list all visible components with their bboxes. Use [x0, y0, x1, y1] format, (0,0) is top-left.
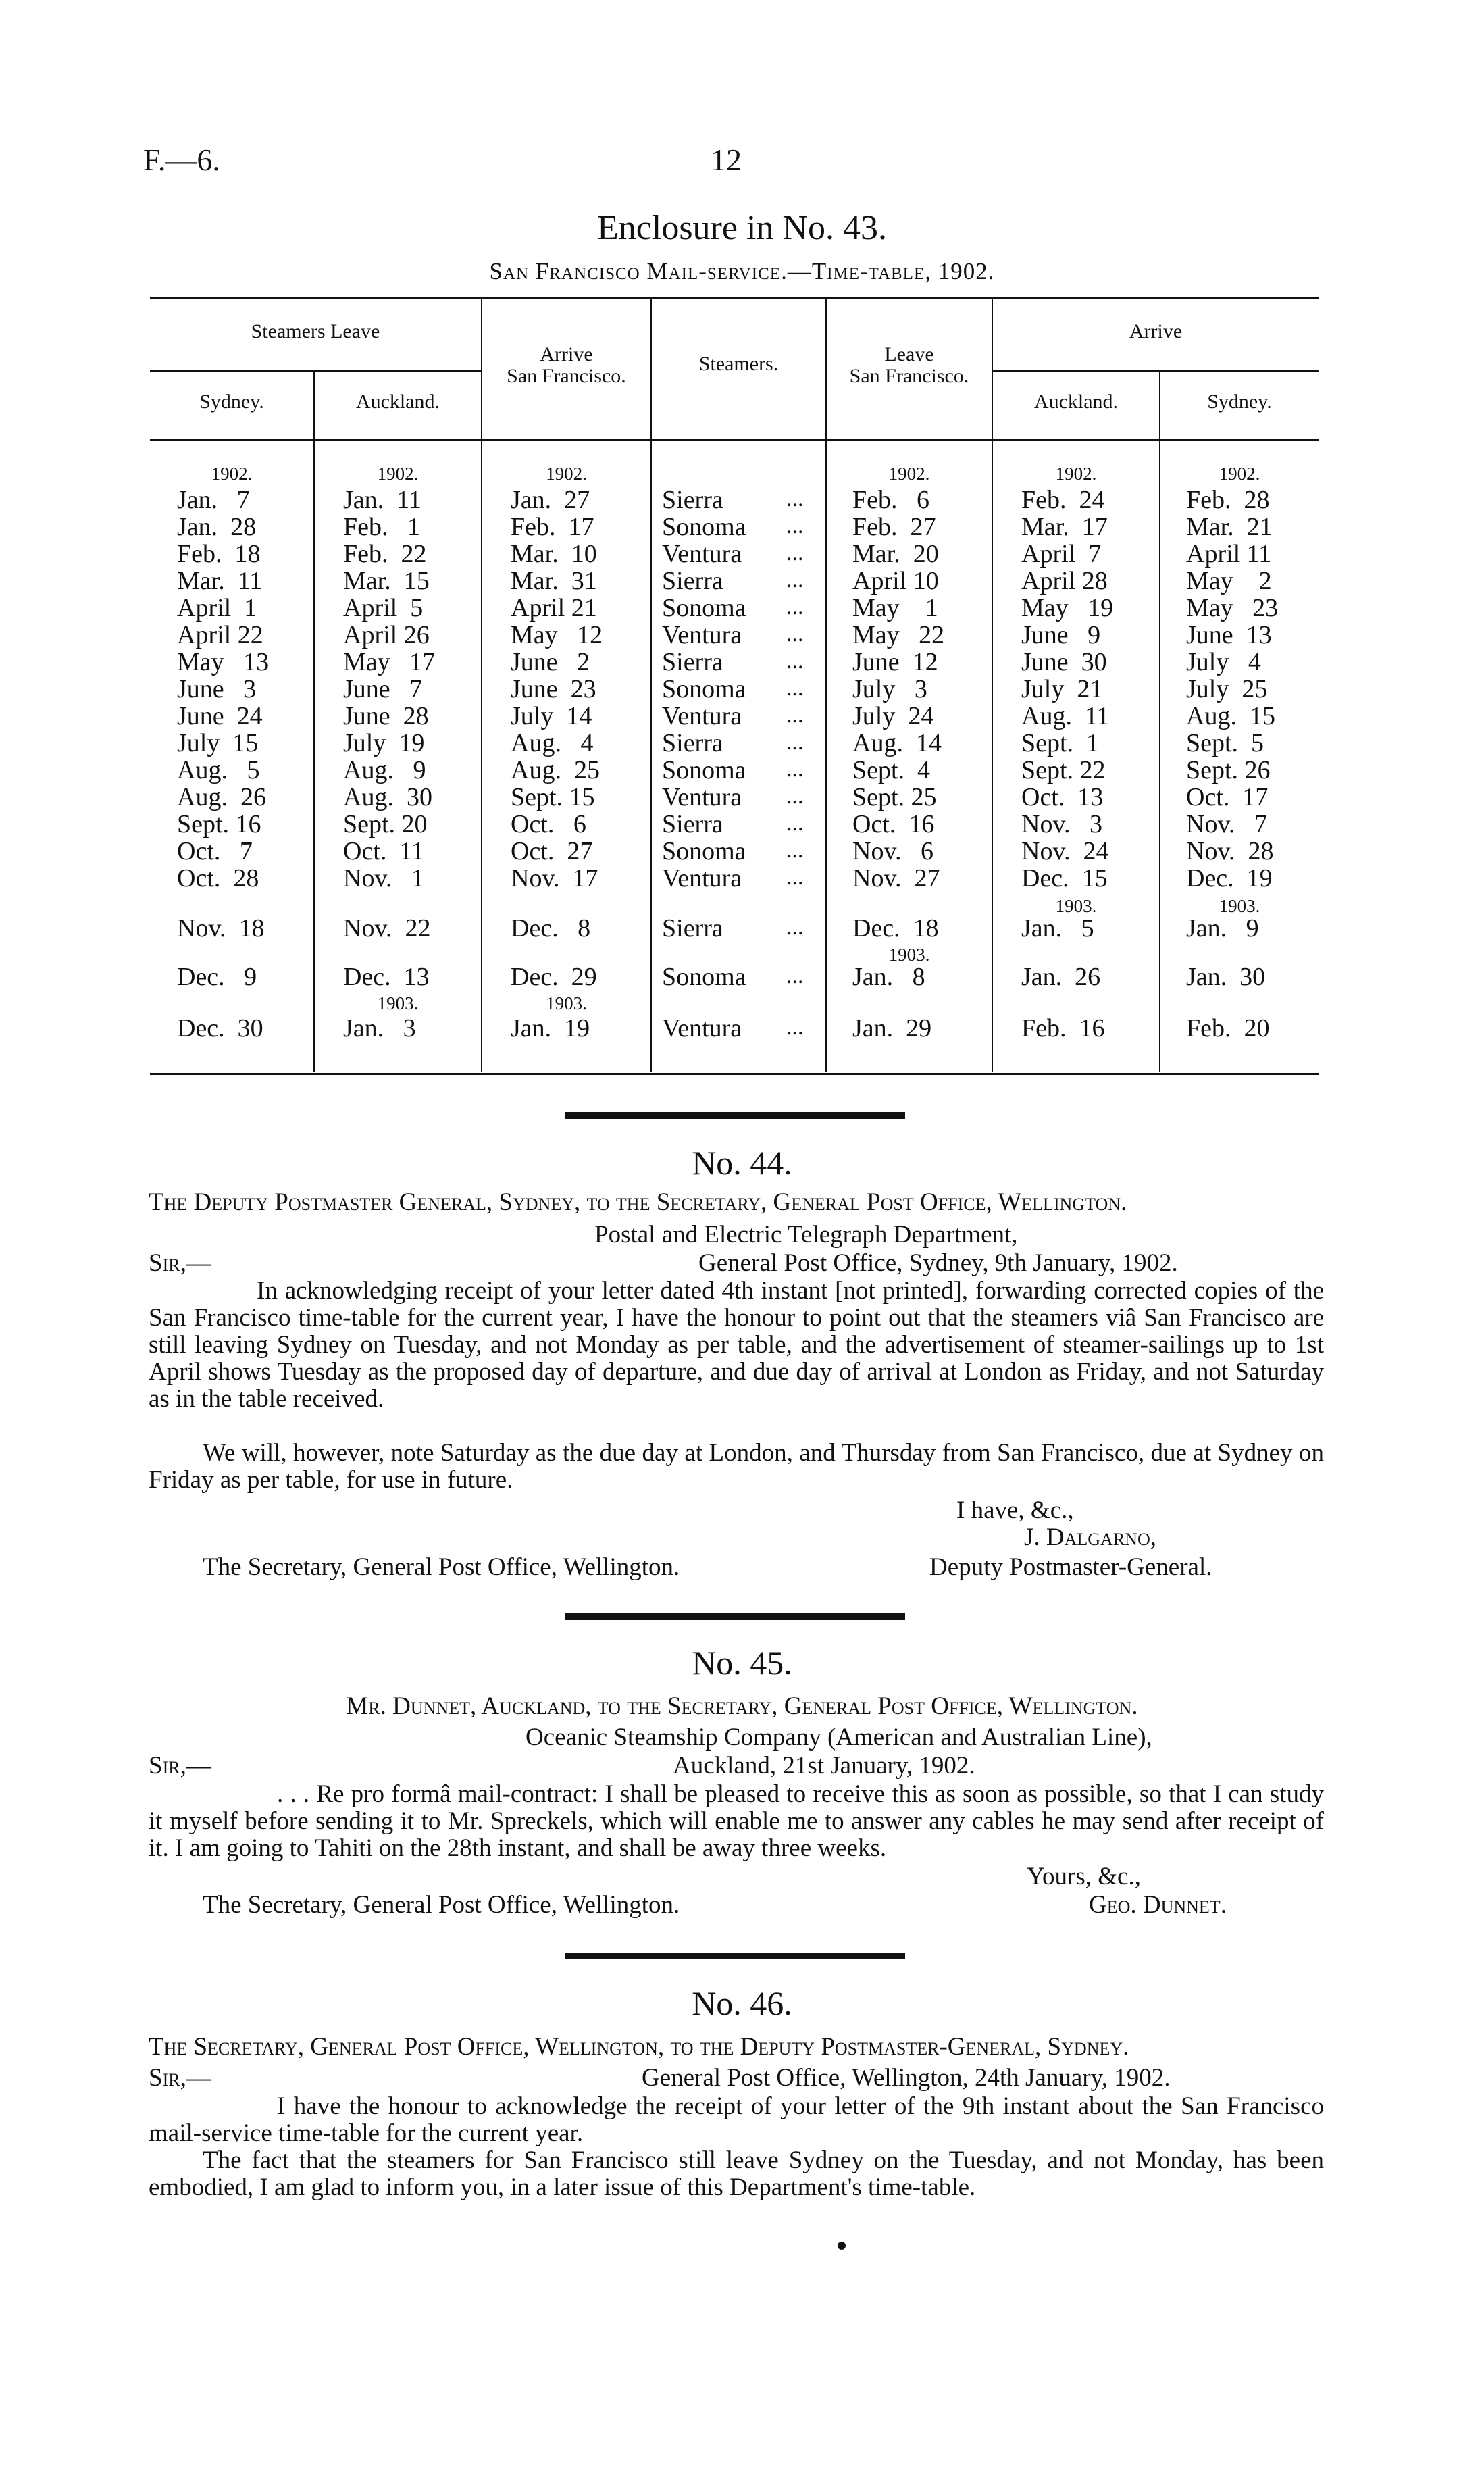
- cell-arrive-san-francisco: Dec. 29: [511, 963, 597, 991]
- cell-arrive-san-francisco: Jan. 19: [511, 1014, 590, 1042]
- cell-leave-sydney: Sept. 16: [177, 810, 261, 838]
- cell-arrive-san-francisco: Nov. 17: [511, 864, 598, 892]
- page-number: 12: [711, 143, 742, 177]
- cell-leave-san-francisco: May 1: [852, 594, 938, 622]
- cell-arrive-auckland: May 19: [1021, 594, 1114, 622]
- header-leave-sf-line2: San Francisco.: [849, 365, 969, 387]
- letter-44-recipient: The Secretary, General Post Office, Wellington.: [203, 1553, 680, 1581]
- cell-arrive-sydney: Aug. 15: [1186, 702, 1275, 730]
- leader-dots: ...: [786, 595, 804, 620]
- cell-leave-auckland: Jan. 3: [343, 1014, 416, 1042]
- cell-steamer-name: Ventura: [662, 621, 742, 649]
- table-top-rule: [150, 297, 1319, 299]
- cell-arrive-san-francisco: Jan. 27: [511, 486, 590, 514]
- letter-44-paragraph-2: We will, however, note Saturday as the due day at London, and Thursday from San Francisco, due at Sydney on Friday as per table, for use in future.: [149, 1439, 1324, 1494]
- cell-arrive-auckland: Feb. 24: [1021, 486, 1105, 514]
- cell-arrive-auckland: July 21: [1021, 675, 1103, 703]
- column-divider: [650, 299, 652, 1072]
- cell-arrive-sydney: Mar. 21: [1186, 513, 1273, 541]
- cell-leave-sydney: Oct. 7: [177, 837, 253, 865]
- header-steamers-leave: Steamers Leave: [251, 320, 380, 343]
- cell-arrive-sydney: Dec. 19: [1186, 864, 1273, 892]
- cell-steamer-name: Ventura: [662, 702, 742, 730]
- cell-leave-auckland: June 28: [343, 702, 429, 730]
- cell-arrive-sydney: May 23: [1186, 594, 1279, 622]
- cell-arrive-sydney: Nov. 28: [1186, 837, 1274, 865]
- year-label: 1903.: [1219, 896, 1260, 916]
- year-label: 1902.: [1219, 463, 1260, 484]
- year-label: 1902.: [211, 463, 253, 484]
- cell-arrive-auckland: Sept. 1: [1021, 729, 1100, 757]
- cell-arrive-sydney: May 2: [1186, 567, 1272, 595]
- leader-dots: ...: [786, 622, 804, 647]
- leader-dots: ...: [786, 915, 804, 940]
- cell-arrive-sydney: Oct. 17: [1186, 783, 1269, 811]
- cell-arrive-auckland: Oct. 13: [1021, 783, 1104, 811]
- cell-leave-sydney: July 15: [177, 729, 259, 757]
- cell-leave-auckland: Feb. 22: [343, 540, 427, 568]
- cell-leave-auckland: Feb. 1: [343, 513, 420, 541]
- letter-46-title: No. 46.: [692, 1984, 792, 2022]
- cell-leave-auckland: Dec. 13: [343, 963, 430, 991]
- letter-44-department: Postal and Electric Telegraph Department,: [594, 1221, 1018, 1249]
- cell-leave-sydney: Jan. 7: [177, 486, 250, 514]
- cell-leave-sydney: Jan. 28: [177, 513, 257, 541]
- cell-steamer-name: Ventura: [662, 864, 742, 892]
- leader-dots: ...: [786, 676, 804, 701]
- header-auckland: Auckland.: [355, 391, 440, 413]
- cell-arrive-sydney: Sept. 26: [1186, 756, 1271, 784]
- cell-arrive-san-francisco: July 14: [511, 702, 592, 730]
- column-divider: [992, 299, 993, 1072]
- cell-steamer-name: Sonoma: [662, 594, 746, 622]
- cell-arrive-auckland: Nov. 24: [1021, 837, 1109, 865]
- cell-leave-san-francisco: Nov. 6: [852, 837, 933, 865]
- cell-arrive-san-francisco: Feb. 17: [511, 513, 594, 541]
- leader-dots: ...: [786, 784, 804, 809]
- cell-leave-san-francisco: Nov. 27: [852, 864, 940, 892]
- leader-dots: ...: [786, 513, 804, 538]
- header-arrive-sf-line1: Arrive: [540, 343, 593, 366]
- cell-arrive-sydney: Jan. 30: [1186, 963, 1266, 991]
- cell-arrive-sydney: Feb. 28: [1186, 486, 1270, 514]
- cell-leave-san-francisco: Sept. 25: [852, 783, 937, 811]
- letter-45-title: No. 45.: [692, 1644, 792, 1682]
- cell-leave-auckland: Oct. 11: [343, 837, 424, 865]
- cell-leave-sydney: Oct. 28: [177, 864, 259, 892]
- cell-steamer-name: Sierra: [662, 567, 723, 595]
- cell-arrive-sydney: June 13: [1186, 621, 1272, 649]
- cell-leave-san-francisco: July 3: [852, 675, 927, 703]
- cell-leave-auckland: Aug. 30: [343, 783, 432, 811]
- cell-leave-sydney: Aug. 26: [177, 783, 266, 811]
- header-arrive-sf-line2: San Francisco.: [507, 365, 626, 387]
- letter-46-paragraph-1: I have the honour to acknowledge the receipt of your letter of the 9th instant about the San Francisco mail-service time-table for the current year.: [149, 2092, 1324, 2147]
- letter-44-title: No. 44.: [692, 1144, 792, 1182]
- leader-dots: ...: [786, 486, 804, 511]
- table-subheader-rule-left: [150, 370, 481, 372]
- cell-leave-auckland: April 26: [343, 621, 430, 649]
- cell-leave-auckland: Jan. 11: [343, 486, 421, 514]
- cell-arrive-sydney: Jan. 9: [1186, 914, 1259, 942]
- year-label: 1903.: [377, 993, 419, 1013]
- cell-steamer-name: Sonoma: [662, 513, 746, 541]
- cell-leave-sydney: Nov. 18: [177, 914, 265, 942]
- cell-leave-sydney: June 24: [177, 702, 263, 730]
- letter-46-paragraph-2: The fact that the steamers for San Francisco still leave Sydney on the Tuesday, and not Monday, has been embodied, I am glad to inform you, in a later issue of this Department's time-table.: [149, 2146, 1324, 2201]
- section-separator: [565, 1613, 905, 1620]
- cell-steamer-name: Ventura: [662, 783, 742, 811]
- cell-leave-san-francisco: Jan. 29: [852, 1014, 932, 1042]
- cell-steamer-name: Sonoma: [662, 963, 746, 991]
- header-steamers: Steamers.: [698, 353, 779, 375]
- cell-arrive-sydney: July 25: [1186, 675, 1268, 703]
- section-separator: [565, 1112, 905, 1119]
- header-arrive-auckland: Auckland.: [1033, 391, 1119, 413]
- letter-44-signature-title: Deputy Postmaster-General.: [929, 1553, 1212, 1581]
- bullet-dot: [838, 2242, 846, 2250]
- letter-45-recipient: The Secretary, General Post Office, Wellington.: [203, 1891, 680, 1919]
- cell-steamer-name: Sierra: [662, 914, 723, 942]
- cell-leave-san-francisco: April 10: [852, 567, 939, 595]
- cell-arrive-auckland: Nov. 3: [1021, 810, 1102, 838]
- cell-arrive-sydney: Nov. 7: [1186, 810, 1267, 838]
- cell-steamer-name: Sierra: [662, 810, 723, 838]
- cell-leave-san-francisco: Sept. 4: [852, 756, 931, 784]
- letter-44-salutation: Sir,—: [149, 1249, 211, 1277]
- cell-arrive-san-francisco: April 21: [511, 594, 597, 622]
- cell-leave-sydney: June 3: [177, 675, 257, 703]
- cell-arrive-auckland: Jan. 26: [1021, 963, 1101, 991]
- enclosure-title: Enclosure in No. 43.: [597, 209, 887, 247]
- leader-dots: ...: [786, 757, 804, 782]
- cell-leave-sydney: Feb. 18: [177, 540, 261, 568]
- cell-leave-san-francisco: Feb. 27: [852, 513, 936, 541]
- cell-arrive-sydney: Feb. 20: [1186, 1014, 1270, 1042]
- timetable-subtitle: San Francisco Mail-service.—Time-table, 1902.: [489, 258, 995, 284]
- leader-dots: ...: [786, 963, 804, 988]
- letter-45-company: Oceanic Steamship Company (American and Australian Line),: [526, 1723, 1152, 1751]
- letter-46-salutation: Sir,—: [149, 2064, 211, 2092]
- cell-leave-sydney: Mar. 11: [177, 567, 263, 595]
- cell-leave-san-francisco: Mar. 20: [852, 540, 939, 568]
- year-label: 1903.: [888, 945, 930, 965]
- cell-leave-auckland: Aug. 9: [343, 756, 426, 784]
- cell-leave-sydney: May 13: [177, 648, 270, 676]
- cell-arrive-san-francisco: June 2: [511, 648, 590, 676]
- letter-44-address: The Deputy Postmaster General, Sydney, to the Secretary, General Post Office, Wellington.: [149, 1188, 1127, 1216]
- leader-dots: ...: [786, 649, 804, 674]
- cell-steamer-name: Sonoma: [662, 837, 746, 865]
- cell-leave-san-francisco: Jan. 8: [852, 963, 925, 991]
- cell-leave-sydney: April 22: [177, 621, 263, 649]
- cell-arrive-san-francisco: Mar. 10: [511, 540, 597, 568]
- year-label: 1902.: [1055, 463, 1097, 484]
- year-label: 1902.: [377, 463, 419, 484]
- leader-dots: ...: [786, 811, 804, 836]
- cell-steamer-name: Sonoma: [662, 756, 746, 784]
- cell-leave-san-francisco: May 22: [852, 621, 945, 649]
- cell-arrive-sydney: Sept. 5: [1186, 729, 1264, 757]
- cell-leave-auckland: Nov. 22: [343, 914, 431, 942]
- leader-dots: ...: [786, 568, 804, 593]
- cell-leave-auckland: June 7: [343, 675, 423, 703]
- cell-leave-san-francisco: Feb. 6: [852, 486, 929, 514]
- cell-arrive-san-francisco: Sept. 15: [511, 783, 595, 811]
- leader-dots: ...: [786, 730, 804, 755]
- cell-arrive-auckland: Aug. 11: [1021, 702, 1110, 730]
- leader-dots: ...: [786, 540, 804, 565]
- letter-45-place-date: Auckland, 21st January, 1902.: [673, 1752, 975, 1780]
- cell-leave-san-francisco: Aug. 14: [852, 729, 942, 757]
- year-label: 1902.: [888, 463, 930, 484]
- letter-45-paragraph-1: . . . Re pro formâ mail-contract: I shall be pleased to receive this as soon as possible, so that I can study it myself before sending it to Mr. Spreckels, which will enable me to answer any cables he may send after receipt of it. I am going to Tahiti on the 28th instant, and shall be away three weeks.: [149, 1780, 1324, 1862]
- cell-leave-auckland: April 5: [343, 594, 424, 622]
- year-label: 1903.: [1055, 896, 1097, 916]
- cell-steamer-name: Sierra: [662, 648, 723, 676]
- cell-steamer-name: Ventura: [662, 540, 742, 568]
- cell-arrive-auckland: June 9: [1021, 621, 1101, 649]
- cell-leave-auckland: May 17: [343, 648, 436, 676]
- header-arrive: Arrive: [1129, 320, 1183, 343]
- cell-leave-sydney: Dec. 9: [177, 963, 257, 991]
- table-header-bottom-rule: [150, 439, 1319, 441]
- cell-steamer-name: Sonoma: [662, 675, 746, 703]
- cell-leave-san-francisco: Dec. 18: [852, 914, 939, 942]
- cell-arrive-san-francisco: Dec. 8: [511, 914, 591, 942]
- cell-arrive-auckland: April 7: [1021, 540, 1102, 568]
- cell-steamer-name: Sierra: [662, 486, 723, 514]
- letter-44-paragraph-1: In acknowledging receipt of your letter dated 4th instant [not printed], forwarding corrected copies of the San Francisco time-table for the current year, I have the honour to point out that the steamers viâ San Francisco are still leaving Sydney on Tuesday, and not Monday as per table, and the advertisement of steamer-sailings up to 1st April shows Tuesday as the proposed day of departure, and due day of arrival at London as Friday, and not Saturday as in the table received.: [149, 1277, 1324, 1413]
- letter-45-signature: Geo. Dunnet.: [1089, 1891, 1227, 1919]
- cell-arrive-auckland: Jan. 5: [1021, 914, 1094, 942]
- section-separator: [565, 1953, 905, 1959]
- leader-dots: ...: [786, 865, 804, 890]
- cell-arrive-auckland: April 28: [1021, 567, 1108, 595]
- header-arrive-sydney: Sydney.: [1207, 391, 1272, 413]
- cell-arrive-sydney: July 4: [1186, 648, 1261, 676]
- cell-leave-sydney: Aug. 5: [177, 756, 260, 784]
- letter-44-signature: J. Dalgarno,: [1024, 1524, 1156, 1551]
- cell-arrive-auckland: June 30: [1021, 648, 1107, 676]
- cell-leave-sydney: Dec. 30: [177, 1014, 263, 1042]
- table-bottom-rule: [150, 1073, 1319, 1075]
- letter-46-address: The Secretary, General Post Office, Wellington, to the Deputy Postmaster-General, Sydney.: [149, 2033, 1129, 2061]
- cell-arrive-auckland: Sept. 22: [1021, 756, 1106, 784]
- cell-steamer-name: Ventura: [662, 1014, 742, 1042]
- letter-44-closing: I have, &c.,: [956, 1496, 1074, 1524]
- header-sydney: Sydney.: [199, 391, 264, 413]
- year-label: 1903.: [546, 993, 587, 1013]
- letter-46-place-date: General Post Office, Wellington, 24th January, 1902.: [642, 2064, 1171, 2092]
- cell-arrive-san-francisco: Aug. 25: [511, 756, 600, 784]
- cell-arrive-san-francisco: Oct. 6: [511, 810, 586, 838]
- cell-leave-san-francisco: July 24: [852, 702, 934, 730]
- cell-arrive-sydney: April 11: [1186, 540, 1272, 568]
- year-label: 1902.: [546, 463, 587, 484]
- cell-steamer-name: Sierra: [662, 729, 723, 757]
- cell-arrive-san-francisco: Oct. 27: [511, 837, 593, 865]
- leader-dots: ...: [786, 703, 804, 728]
- letter-45-address: Mr. Dunnet, Auckland, to the Secretary, General Post Office, Wellington.: [346, 1692, 1138, 1720]
- leader-dots: ...: [786, 1015, 804, 1040]
- cell-leave-auckland: Sept. 20: [343, 810, 428, 838]
- header-leave-sf-line1: Leave: [884, 343, 934, 366]
- letter-44-place-date: General Post Office, Sydney, 9th January, 1902.: [698, 1249, 1178, 1277]
- cell-arrive-san-francisco: Mar. 31: [511, 567, 597, 595]
- letter-45-salutation: Sir,—: [149, 1752, 211, 1780]
- cell-leave-san-francisco: Oct. 16: [852, 810, 935, 838]
- cell-arrive-san-francisco: June 23: [511, 675, 596, 703]
- column-divider: [481, 299, 482, 1072]
- cell-leave-auckland: July 19: [343, 729, 425, 757]
- letter-45-closing: Yours, &c.,: [1027, 1863, 1141, 1890]
- cell-arrive-san-francisco: Aug. 4: [511, 729, 594, 757]
- cell-leave-sydney: April 1: [177, 594, 257, 622]
- cell-arrive-auckland: Feb. 16: [1021, 1014, 1105, 1042]
- document-reference: F.—6.: [143, 143, 220, 177]
- cell-leave-auckland: Nov. 1: [343, 864, 424, 892]
- table-subheader-rule-right: [992, 370, 1319, 372]
- cell-arrive-auckland: Mar. 17: [1021, 513, 1108, 541]
- cell-arrive-san-francisco: May 12: [511, 621, 603, 649]
- cell-arrive-auckland: Dec. 15: [1021, 864, 1108, 892]
- cell-leave-san-francisco: June 12: [852, 648, 938, 676]
- leader-dots: ...: [786, 838, 804, 863]
- cell-leave-auckland: Mar. 15: [343, 567, 430, 595]
